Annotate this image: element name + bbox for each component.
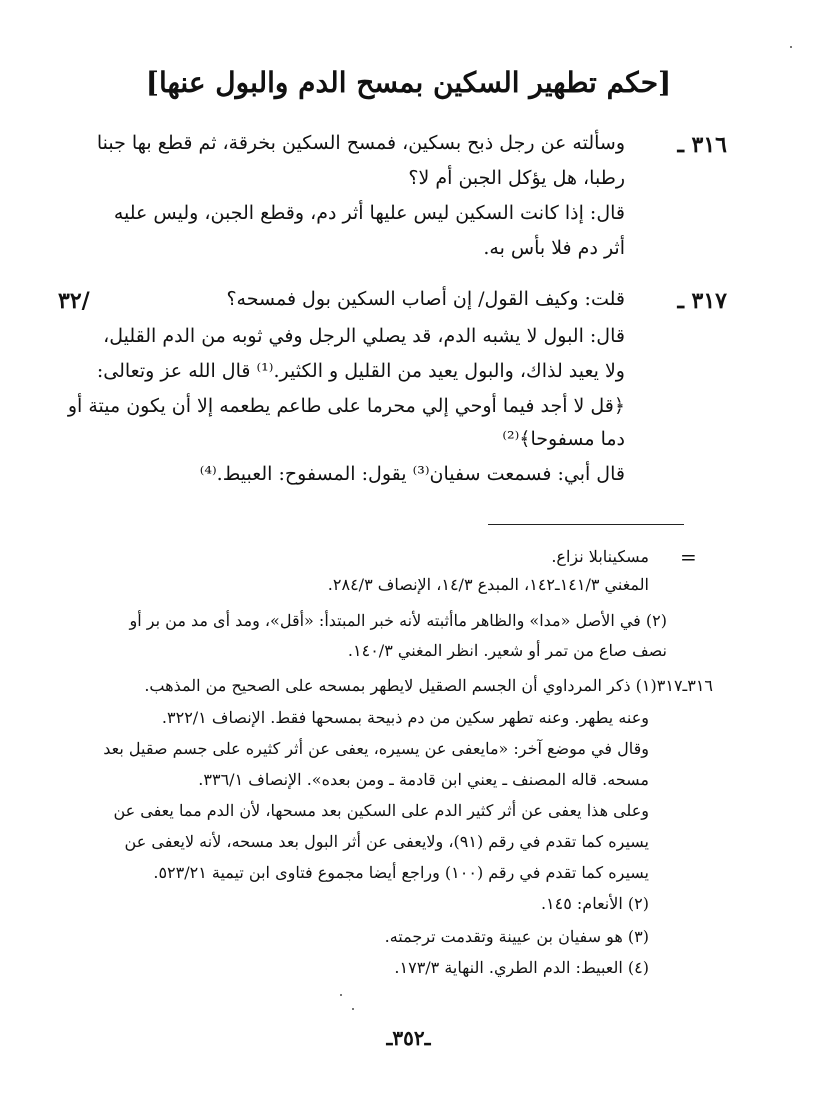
entry-317-line-2: قال: البول لا يشبه الدم، قد يصلي الرجل وفي ثوبه من الدم القليل، [103, 325, 625, 347]
entry-316-number: ٣١٦ ـ [677, 132, 727, 158]
entry-316-line-1: وسألته عن رجل ذبح بسكين، فمسح السكين بخرقة، ثم قطع بها جبنا [96, 132, 625, 154]
entry-316-line-2: رطبا، هل يؤكل الجبن أم لا؟ [408, 167, 625, 189]
scan-speck [790, 46, 792, 48]
section-heading: [حكم تطهير السكين بمسح الدم والبول عنها] [145, 66, 672, 99]
footnote-line: يسيره كما تقدم في رقم (١٠٠) وراجع أيضا مجموع فتاوى ابن تيمية ٥٢٣/٢١. [153, 863, 649, 882]
footnote-line: ٣١٦ـ٣١٧(١) ذكر المرداوي أن الجسم الصقيل لايطهر بمسحه على الصحيح من المذهب. [144, 676, 713, 695]
footnote-line: مسكينابلا نزاع. [551, 547, 649, 566]
footnote-line: (٣) هو سفيان بن عيينة وتقدمت ترجمته. [384, 927, 649, 946]
footnote-line: يسيره كما تقدم في رقم (٩١)، ولايعفى عن أثر البول بعد مسحه، لأنه لايعفى عن [124, 832, 649, 851]
footnote-line: (٢) الأنعام: ١٤٥. [540, 894, 649, 913]
scan-speck [352, 1008, 354, 1010]
footnote-line: وعنه يطهر. وعنه تطهر سكين من دم ذبيحة بمسحها فقط. الإنصاف ٣٢٢/١. [161, 708, 649, 727]
scan-speck [340, 994, 342, 996]
entry-317-line-6: قال أبي: فسمعت سفيان⁽³⁾ يقول: المسفوح: العبيط.⁽⁴⁾ [199, 463, 625, 485]
entry-317-number: ٣١٧ ـ [677, 288, 727, 314]
footnote-continuation-mark: = [680, 545, 697, 569]
footnote-line: وقال في موضع آخر: «مايعفى عن يسيره، يعفى عن أثر كثيره على جسم صقيل بعد [103, 739, 649, 758]
footnote-line: (٢) في الأصل «مدا» والظاهر ماأثبته لأنه خبر المبتدأ: «أقل»، ومد أى مد من بر أو [129, 611, 667, 630]
entry-317-line-3: ولا يعيد لذاك، والبول يعيد من القليل و الكثير.⁽¹⁾ قال الله عز وتعالى: [96, 360, 625, 382]
entry-317-quran-line-2: دما مسفوحا﴾⁽²⁾ [502, 428, 625, 450]
entry-316-line-4: أثر دم فلا بأس به. [483, 237, 625, 259]
footnote-line: (٤) العبيط: الدم الطري. النهاية ١٧٣/٣. [394, 958, 649, 977]
entry-317-line-1: قلت: وكيف القول/ إن أصاب السكين بول فمسحه؟ [226, 288, 625, 310]
entry-317-quran-line-1: ﴿قل لا أجد فيما أوحي إلي محرما على طاعم يطعمه إلا أن يكون ميتة أو [67, 395, 625, 417]
footnote-line: مسحه. قاله المصنف ـ يعني ابن قادمة ـ ومن بعده». الإنصاف ٣٣٦/١. [198, 770, 649, 789]
footnote-separator [488, 524, 684, 525]
page-number: ـ٣٥٢ـ [386, 1026, 431, 1050]
footnote-line: المغني ١٤١/٣ـ١٤٢، المبدع ١٤/٣، الإنصاف ٢٨٤/٣. [327, 575, 649, 594]
footnote-line: نصف صاع من تمر أو شعير. انظر المغني ١٤٠/٣. [347, 641, 667, 660]
footnote-line: وعلى هذا يعفى عن أثر كثير الدم على السكين بعد مسحها، لأن الدم مما يعفى عن [113, 801, 649, 820]
margin-page-reference: /٣٢ [58, 288, 90, 314]
entry-316-line-3: قال: إذا كانت السكين ليس عليها أثر دم، وقطع الجبن، وليس عليه [113, 202, 625, 224]
